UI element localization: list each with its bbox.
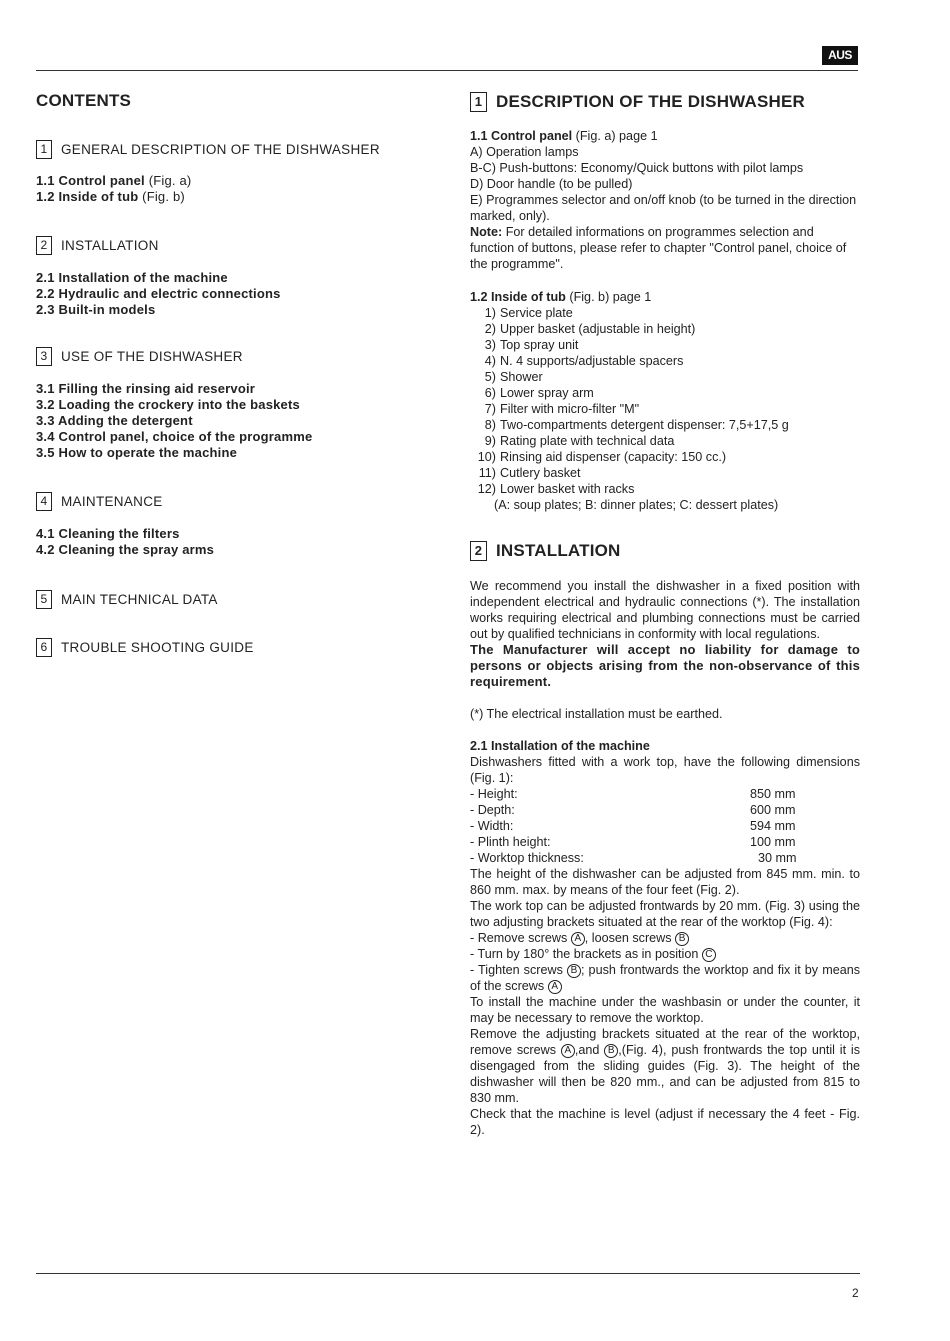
toc-item: 4.2 Cleaning the spray arms xyxy=(36,542,215,557)
list-item: 1) Service plate xyxy=(484,306,573,320)
list-item: 11) Cutlery basket xyxy=(478,466,581,480)
control-panel-block: 1.1 Control panel (Fig. a) page 1 A) Operation lamps B-C) Push-buttons: Economy/Quick buttons with pilot lamps D) Door handle (to be pulled) E) Programmes selector and on/off knob (to be turned in the direction marked, only). Note: For detailed informations on programmes selection and function of buttons, please refer to chapter "Control panel, choice of the programme". xyxy=(470,128,860,272)
section-number-box: 2 xyxy=(470,541,487,561)
toc-section-title: GENERAL DESCRIPTION OF THE DISHWASHER xyxy=(61,142,380,157)
list-item: 3) Top spray unit xyxy=(484,338,579,352)
contents-title: CONTENTS xyxy=(36,91,132,110)
dims-intro: Dishwashers fitted with a work top, have the following dimensions (Fig. 1): xyxy=(470,755,860,785)
toc-section-5 xyxy=(36,590,218,609)
toc-items-1 xyxy=(36,173,191,205)
subsection-heading: 2.1 Installation of the machine xyxy=(470,739,650,753)
paragraph: To install the machine under the washbasin or under the counter, it may be necessary to remove the worktop. xyxy=(470,995,860,1025)
circle-c-icon: C xyxy=(702,948,716,962)
step: - Remove screws A , loosen screws B xyxy=(470,930,860,946)
header-rule xyxy=(36,70,858,71)
control-line: E) Programmes selector and on/off knob (to be turned in the direction marked, only). xyxy=(470,193,857,223)
toc-item: 1.2 Inside of tub (Fig. b) xyxy=(36,189,185,204)
toc-item: 3.5 How to operate the machine xyxy=(36,445,238,460)
paragraph: The height of the dishwasher can be adjusted from 845 mm. min. to 860 mm. max. by means of the four feet (Fig. 2). xyxy=(470,867,860,897)
toc-item: 2.3 Built-in models xyxy=(36,302,156,317)
list-item: 2) Upper basket (adjustable in height) xyxy=(484,322,696,336)
toc-section-6 xyxy=(36,638,254,657)
toc-item: 3.1 Filling the rinsing aid reservoir xyxy=(36,381,256,396)
toc-item: 2.2 Hydraulic and electric connections xyxy=(36,286,281,301)
control-line: A) Operation lamps xyxy=(470,145,579,159)
circle-b-icon: B xyxy=(675,932,689,946)
dimensions-table: - Height: 850 mm - Depth: 600 mm - Width: 594 mm - Plinth height: 100 mm - Worktop thickness: 30 mm xyxy=(470,787,797,865)
section-title: INSTALLATION xyxy=(496,541,621,560)
paragraph: The work top can be adjusted frontwards by 20 mm. (Fig. 3) using the two adjusting brackets situated at the rear of the worktop (Fig. 4): xyxy=(470,899,860,929)
list-item: 8) Two-compartments detergent dispenser: 7,5+17,5 g xyxy=(484,418,789,432)
note-paragraph: Note: For detailed informations on programmes selection and function of buttons, please refer to chapter "Control panel, choice of the programme". xyxy=(470,225,847,271)
toc-items-3 xyxy=(36,381,312,461)
toc-section-title: MAINTENANCE xyxy=(61,494,163,509)
toc-section-title: TROUBLE SHOOTING GUIDE xyxy=(61,640,254,655)
control-line: B-C) Push-buttons: Economy/Quick buttons with pilot lamps xyxy=(470,161,804,175)
racks-note: (A: soup plates; B: dinner plates; C: dessert plates) xyxy=(494,498,779,512)
toc-items-4 xyxy=(36,526,214,558)
subsection-heading: 1.1 Control panel xyxy=(470,129,573,143)
paragraph: Remove the adjusting brackets situated at the rear of the worktop, remove screws A ,and B ,(Fig. 4), push frontwards the top until it is disengaged from the sliding guides (Fig. 3). The height of the dishwasher will then be 820 mm., and can be adjusted from 815 to 830 mm. xyxy=(470,1027,861,1105)
section-number-box: 1 xyxy=(36,140,52,159)
subsection-heading: 1.2 Inside of tub xyxy=(470,290,566,304)
section-number-box: 3 xyxy=(36,347,52,366)
toc-section-4 xyxy=(36,492,163,511)
toc-item: 4.1 Cleaning the filters xyxy=(36,526,180,541)
footer-rule xyxy=(36,1273,860,1274)
list-item: 7) Filter with micro-filter "M" xyxy=(484,402,640,416)
section-number-box: 2 xyxy=(36,236,52,255)
toc-item: 2.1 Installation of the machine xyxy=(36,270,228,285)
section-number-box: 1 xyxy=(470,92,487,112)
toc-section-title: INSTALLATION xyxy=(61,238,159,253)
list-item: 12) Lower basket with racks xyxy=(477,482,635,496)
toc-item: 1.1 Control panel (Fig. a) xyxy=(36,173,192,188)
section-title: DESCRIPTION OF THE DISHWASHER xyxy=(496,92,805,111)
inside-tub-block: 1.2 Inside of tub (Fig. b) page 1 1) Service plate 2) Upper basket (adjustable in height) 3) Top spray unit 4) N. 4 supports/adjustable spacers 5) Shower 6) Lower spray arm 7) Filter with micro-filter "M" 8) Two-compartments detergent dispenser: 7,5+17,5 g 9) Rating plate with technical data 10) Rinsing aid dispenser (capacity: 150 cc.) 11) Cutlery basket 12) Lower basket with racks (A: soup plates; B: dinner plates; C: dessert plates) xyxy=(470,289,860,513)
installation-heading xyxy=(470,541,621,561)
section-number-box: 5 xyxy=(36,590,52,609)
circle-a-icon: A xyxy=(548,980,562,994)
circle-b-icon: B xyxy=(567,964,581,978)
toc-section-title: USE OF THE DISHWASHER xyxy=(61,349,243,364)
toc-section-1 xyxy=(36,140,380,159)
warning-paragraph: The Manufacturer will accept no liability for damage to persons or objects arising from the non-observance of this requirement. xyxy=(470,642,860,689)
toc-item: 3.4 Control panel, choice of the programme xyxy=(36,429,313,444)
description-heading xyxy=(470,92,805,112)
step: - Turn by 180° the brackets as in position C xyxy=(470,946,860,962)
control-line: D) Door handle (to be pulled) xyxy=(470,177,633,191)
step: - Tighten screws B ; push frontwards the worktop and fix it by means of the screws A xyxy=(470,963,860,993)
intro-paragraph: We recommend you install the dishwasher in a fixed position with independent electrical and hydraulic connections (*). The installation works requiring electrical and plumbing connections must be carried out by qualified technicians in conformity with local regulations. xyxy=(470,579,860,641)
footnote: (*) The electrical installation must be earthed. xyxy=(470,707,723,721)
list-item: 6) Lower spray arm xyxy=(484,386,594,400)
language-badge: AUS xyxy=(822,46,858,65)
section-number-box: 4 xyxy=(36,492,52,511)
page-number: 2 xyxy=(852,1286,859,1300)
list-item: 10) Rinsing aid dispenser (capacity: 150 cc.) xyxy=(477,450,727,464)
toc-section-title: MAIN TECHNICAL DATA xyxy=(61,592,218,607)
list-item: 5) Shower xyxy=(484,370,543,384)
toc-item: 3.2 Loading the crockery into the baskets xyxy=(36,397,300,412)
section-number-box: 6 xyxy=(36,638,52,657)
list-item: 9) Rating plate with technical data xyxy=(484,434,675,448)
list-item: 4) N. 4 supports/adjustable spacers xyxy=(484,354,684,368)
toc-item: 3.3 Adding the detergent xyxy=(36,413,193,428)
toc-section-3 xyxy=(36,347,243,366)
circle-a-icon: A xyxy=(571,932,585,946)
toc-items-2 xyxy=(36,270,281,318)
circle-b-icon: B xyxy=(604,1044,618,1058)
installation-block xyxy=(470,578,860,1138)
toc-section-2 xyxy=(36,236,159,255)
circle-a-icon: A xyxy=(561,1044,575,1058)
paragraph: Check that the machine is level (adjust if necessary the 4 feet - Fig. 2). xyxy=(470,1107,860,1137)
